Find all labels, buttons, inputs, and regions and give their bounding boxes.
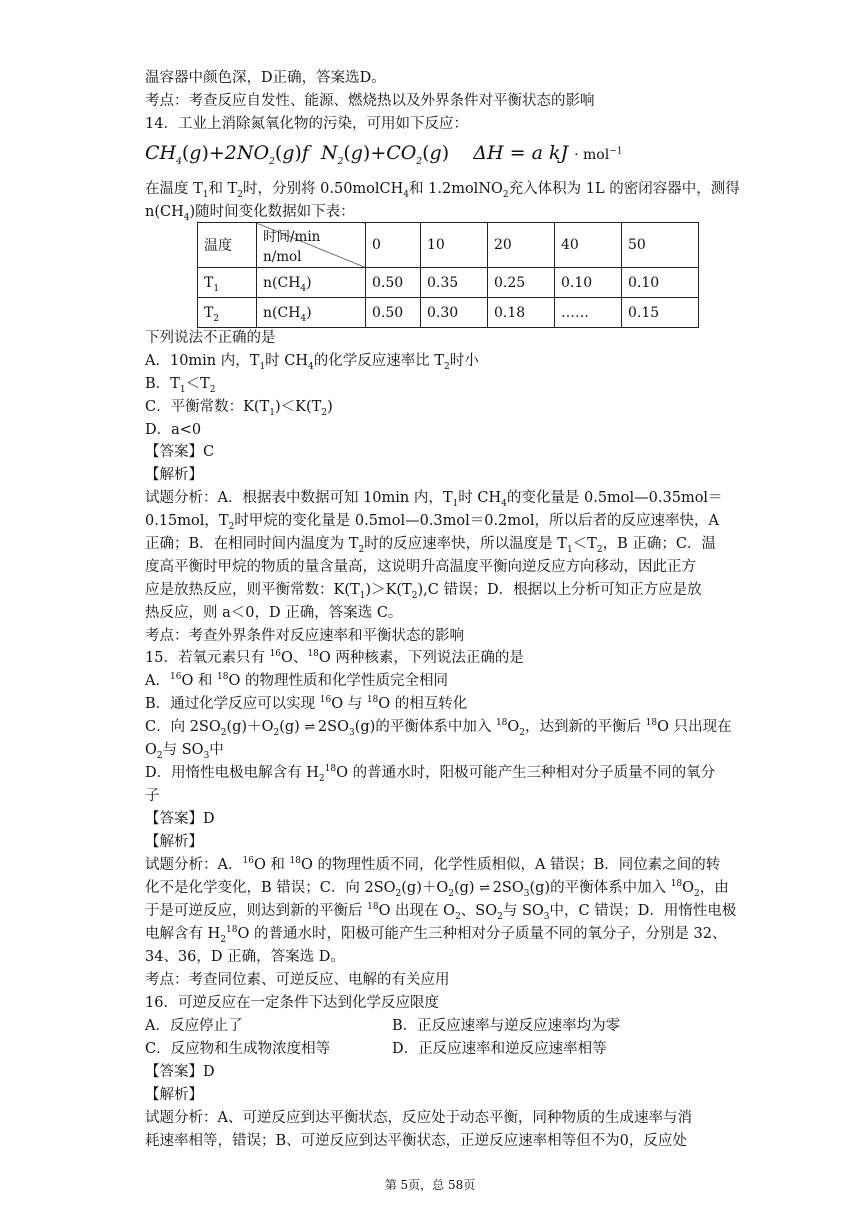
option-b: B．通过化学反应可以实现 $^{16}$O 与 $^{18}$O 的相互转化 xyxy=(145,695,468,712)
table-cell: …… xyxy=(555,298,622,328)
analysis-text: 于是可逆反应，则达到新的平衡后 $^{18}$O 出现在 $O_2$、$SO_2$与 $SO_3$中，C 错误；D．用惰性电极 xyxy=(145,902,737,922)
table-header-row xyxy=(198,223,699,268)
analysis-text: 34、36，D 正确，答案选 D。 xyxy=(145,949,345,965)
table-header-temp: 温度 xyxy=(198,223,257,268)
option-c-cont: $O_2$与 $SO_3$中 xyxy=(145,742,224,761)
table-cell-label: $n(CH_4)$ xyxy=(257,268,366,298)
analysis-label: 【解析】 xyxy=(145,467,203,483)
table-cell: 0.50 xyxy=(366,268,421,298)
text-line: 考点：考查外界条件对反应速率和平衡状态的影响 xyxy=(145,628,464,644)
analysis-text: 正确；B．在相同时间内温度为 $T_2$时的反应速率快，所以温度是 $T_1<T_2$，B 正确；C．温 xyxy=(145,536,716,555)
answer-label: 【答案】D xyxy=(145,811,215,827)
table-header-time: 40 xyxy=(555,223,622,268)
option-b: B．正反应速率与逆反应速率均为零 xyxy=(392,1018,621,1034)
table-row xyxy=(198,298,699,328)
analysis-text: 电解含有 $H_2^{18}O$ 的普通水时，阳极可能产生三种相对分子质量不同的氧分子，分别是 32、 xyxy=(145,925,727,945)
analysis-text: 应是放热反应，则平衡常数：$K(T_1)>K(T_2),C$ 错误；D．根据以上分析可知正方应是放 xyxy=(145,582,702,601)
page-footer: 第 5页，总 58页 xyxy=(384,1178,476,1192)
option-d: D．正反应速率和逆反应速率相等 xyxy=(392,1041,607,1057)
table-cell: 0.15 xyxy=(622,298,699,328)
table-cell-temp: $T_2$ xyxy=(198,298,257,328)
table-cell: 0.25 xyxy=(488,268,555,298)
data-table xyxy=(197,222,699,328)
option-d-cont: 子 xyxy=(145,788,160,804)
analysis-text: 0.15mol，$T_2$时甲烷的变化量是 0.5mol—0.3mol＝0.2mol，所以后者的反应速率快，A xyxy=(145,513,719,532)
reaction-equation: $CH_4(g)+2NO_2(g)f$ $N_2(g)+CO_2(g)$ ΔH = a kJ · mol$^{-1}$ xyxy=(145,142,623,167)
question-14-stem: 14．工业上消除氮氧化物的污染，可用如下反应： xyxy=(145,116,468,132)
table-cell-temp: $T_1$ xyxy=(198,268,257,298)
table-header-time: 0 xyxy=(366,223,421,268)
table-header-diagonal: 时间/min n/mol xyxy=(257,223,366,268)
analysis-label: 【解析】 xyxy=(145,834,203,850)
table-cell: 0.35 xyxy=(421,268,488,298)
question-15-stem: 15．若氧元素只有 $^{16}$O、$^{18}$O 两种核素，下列说法正确的是 xyxy=(145,649,524,666)
table-cell: 0.30 xyxy=(421,298,488,328)
option-c: C．反应物和生成物浓度相等 xyxy=(145,1041,331,1057)
analysis-text: 试题分析：A．$^{16}$O 和 $^{18}$O 的物理性质不同，化学性质相似，A 错误；B．同位素之间的转 xyxy=(145,856,721,873)
table-cell: 0.10 xyxy=(555,268,622,298)
option-a: A．$^{16}$O 和 $^{18}$O 的物理性质和化学性质完全相同 xyxy=(145,672,448,689)
option-a: A．10min 内，$T_1$时 $CH_4$的化学反应速率比 $T_2$时小 xyxy=(145,353,479,372)
analysis-text: 试题分析：A．根据表中数据可知 10min 内，$T_1$时 $CH_4$的变化量是 0.5mol—0.35mol＝ xyxy=(145,490,723,509)
table-cell-label: $n(CH_4)$ xyxy=(257,298,366,328)
table-header-time: 20 xyxy=(488,223,555,268)
analysis-text: 耗速率相等，错误；B、可逆反应到达平衡状态，正逆反应速率相等但不为0，反应处 xyxy=(145,1133,687,1149)
text-line: $n(CH_4)$随时间变化数据如下表： xyxy=(145,204,355,223)
table-cell: 0.50 xyxy=(366,298,421,328)
analysis-label: 【解析】 xyxy=(145,1087,203,1103)
answer-label: 【答案】C xyxy=(145,444,215,460)
text-line: 下列说法不正确的是 xyxy=(145,330,276,346)
option-b: B．$T_1<T_2$ xyxy=(145,376,216,395)
text-line: 温容器中颜色深，D正确，答案选D。 xyxy=(145,70,386,86)
table-row xyxy=(198,268,699,298)
text-line: 考点：考查反应自发性、能源、燃烧热以及外界条件对平衡状态的影响 xyxy=(145,93,595,109)
question-16-stem: 16．可逆反应在一定条件下达到化学反应限度 xyxy=(145,995,439,1011)
answer-label: 【答案】D xyxy=(145,1064,215,1080)
option-a: A．反应停止了 xyxy=(145,1018,243,1034)
table-cell: 0.18 xyxy=(488,298,555,328)
analysis-text: 度高平衡时甲烷的物质的量含量高，这说明升高温度平衡向逆反应方向移动，因此正方 xyxy=(145,559,696,575)
analysis-text: 试题分析：A、可逆反应到达平衡状态，反应处于动态平衡，同种物质的生成速率与消 xyxy=(145,1110,692,1126)
analysis-text: 热反应，则 a＜0，D 正确，答案选 C。 xyxy=(145,605,403,621)
table-cell: 0.10 xyxy=(622,268,699,298)
option-c: C．平衡常数：$K(T_1)<K(T_2)$ xyxy=(145,399,333,418)
option-c: C．向 $2SO_2(g)+O_2(g)$ ⇌ $2SO_3(g)$的平衡体系中加入 $^{18}O_2$，达到新的平衡后 $^{18}$O 只出现在 xyxy=(145,718,732,738)
table-header-time: 50 xyxy=(622,223,699,268)
option-d: D．用惰性电极电解含有 $H_2^{18}O$ 的普通水时，阳极可能产生三种相对分子质量不同的氧分 xyxy=(145,764,716,784)
table-header-time: 10 xyxy=(421,223,488,268)
text-line: 在温度 $T_1$和 $T_2$时，分别将 0.50molCH$_4$和 1.2molNO$_2$充入体积为 1L 的密闭容器中，测得 xyxy=(145,181,740,200)
analysis-text: 化不是化学变化，B 错误；C．向 $2SO_2(g)+O_2(g)$ ⇌ $2SO_3(g)$的平衡体系中加入 $^{18}O_2$，由 xyxy=(145,879,729,899)
text-line: 考点：考查同位素、可逆反应、电解的有关应用 xyxy=(145,972,450,988)
option-d: D．a<0 xyxy=(145,422,202,438)
